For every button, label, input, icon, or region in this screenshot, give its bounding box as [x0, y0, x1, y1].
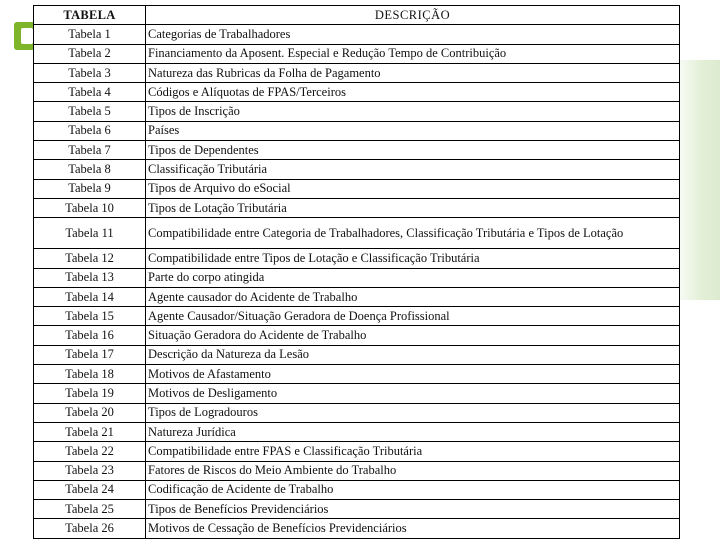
table-row — [34, 287, 680, 306]
row-tabela: Tabela 23 — [34, 461, 146, 480]
table-row — [34, 461, 680, 480]
row-descricao: Natureza Jurídica — [146, 422, 680, 441]
row-tabela: Tabela 22 — [34, 442, 146, 461]
row-tabela: Tabela 12 — [34, 249, 146, 268]
row-tabela: Tabela 18 — [34, 365, 146, 384]
row-tabela: Tabela 5 — [34, 102, 146, 121]
row-tabela: Tabela 20 — [34, 403, 146, 422]
row-tabela: Tabela 16 — [34, 326, 146, 345]
row-descricao: Motivos de Afastamento — [146, 365, 680, 384]
table-header-row — [34, 6, 680, 25]
row-tabela: Tabela 21 — [34, 422, 146, 441]
row-descricao: Tipos de Dependentes — [146, 141, 680, 160]
row-tabela: Tabela 13 — [34, 268, 146, 287]
table-row — [34, 121, 680, 140]
row-descricao: Codificação de Acidente de Trabalho — [146, 480, 680, 499]
row-descricao: Agente causador do Acidente de Trabalho — [146, 287, 680, 306]
row-descricao: Códigos e Alíquotas de FPAS/Terceiros — [146, 83, 680, 102]
table-row — [34, 480, 680, 499]
row-descricao: Tipos de Arquivo do eSocial — [146, 179, 680, 198]
table-row — [34, 249, 680, 268]
row-tabela: Tabela 4 — [34, 83, 146, 102]
row-descricao: Compatibilidade entre Categoria de Trabalhadores, Classificação Tributária e Tipos de Lotação — [146, 218, 680, 249]
row-descricao: Natureza das Rubricas da Folha de Pagamento — [146, 63, 680, 82]
row-descricao: Países — [146, 121, 680, 140]
table-body — [34, 25, 680, 538]
header-tabela: TABELA — [34, 6, 146, 25]
row-tabela: Tabela 24 — [34, 480, 146, 499]
row-tabela: Tabela 19 — [34, 384, 146, 403]
table-row — [34, 83, 680, 102]
table-row — [34, 403, 680, 422]
row-tabela: Tabela 6 — [34, 121, 146, 140]
row-tabela: Tabela 9 — [34, 179, 146, 198]
row-tabela: Tabela 1 — [34, 25, 146, 44]
row-descricao: Descrição da Natureza da Lesão — [146, 345, 680, 364]
table-row — [34, 500, 680, 519]
row-descricao: Agente Causador/Situação Geradora de Doença Profissional — [146, 307, 680, 326]
table-row — [34, 102, 680, 121]
row-descricao: Tipos de Lotação Tributária — [146, 198, 680, 217]
table-row — [34, 198, 680, 217]
row-tabela: Tabela 3 — [34, 63, 146, 82]
row-tabela: Tabela 14 — [34, 287, 146, 306]
table-row — [34, 218, 680, 249]
table-row — [34, 519, 680, 538]
row-descricao: Compatibilidade entre Tipos de Lotação e Classificação Tributária — [146, 249, 680, 268]
header-descricao: DESCRIÇÃO — [146, 6, 680, 25]
table-row — [34, 179, 680, 198]
row-descricao: Financiamento da Aposent. Especial e Redução Tempo de Contribuição — [146, 44, 680, 63]
table-row — [34, 44, 680, 63]
table-row — [34, 307, 680, 326]
esocial-tables-list — [33, 5, 680, 539]
table-row — [34, 63, 680, 82]
row-descricao: Situação Geradora do Acidente de Trabalho — [146, 326, 680, 345]
row-tabela: Tabela 25 — [34, 500, 146, 519]
table-row — [34, 25, 680, 44]
row-tabela: Tabela 10 — [34, 198, 146, 217]
row-descricao: Tipos de Benefícios Previdenciários — [146, 500, 680, 519]
table-row — [34, 345, 680, 364]
row-descricao: Motivos de Desligamento — [146, 384, 680, 403]
table-row — [34, 326, 680, 345]
table-row — [34, 268, 680, 287]
table-row — [34, 365, 680, 384]
row-descricao: Fatores de Riscos do Meio Ambiente do Trabalho — [146, 461, 680, 480]
row-tabela: Tabela 7 — [34, 141, 146, 160]
row-descricao: Compatibilidade entre FPAS e Classificação Tributária — [146, 442, 680, 461]
row-descricao: Parte do corpo atingida — [146, 268, 680, 287]
row-tabela: Tabela 15 — [34, 307, 146, 326]
row-tabela: Tabela 8 — [34, 160, 146, 179]
table-row — [34, 422, 680, 441]
row-tabela: Tabela 26 — [34, 519, 146, 538]
table-row — [34, 141, 680, 160]
row-descricao: Motivos de Cessação de Benefícios Previdenciários — [146, 519, 680, 538]
table-row — [34, 384, 680, 403]
row-descricao: Categorias de Trabalhadores — [146, 25, 680, 44]
row-descricao: Tipos de Inscrição — [146, 102, 680, 121]
row-tabela: Tabela 2 — [34, 44, 146, 63]
row-descricao: Tipos de Logradouros — [146, 403, 680, 422]
row-tabela: Tabela 11 — [34, 218, 146, 249]
table-row — [34, 160, 680, 179]
table-row — [34, 442, 680, 461]
row-tabela: Tabela 17 — [34, 345, 146, 364]
row-descricao: Classificação Tributária — [146, 160, 680, 179]
